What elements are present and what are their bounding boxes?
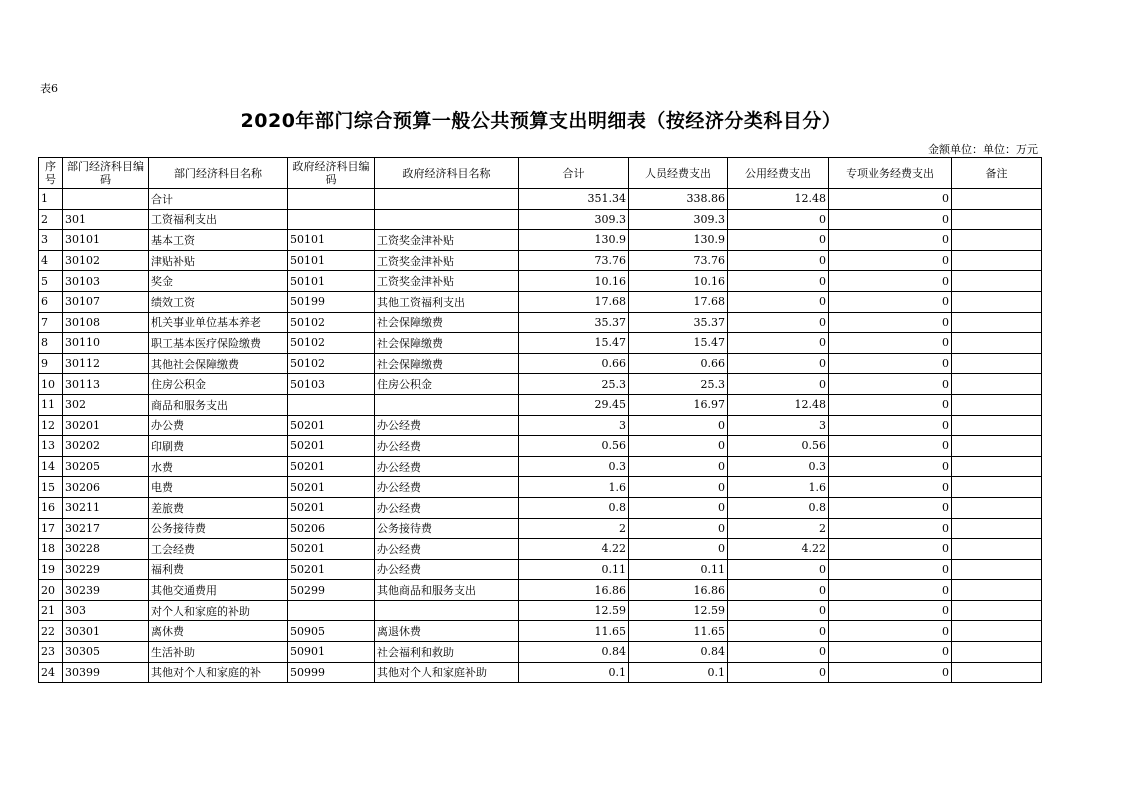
cell-total: 0.8 <box>519 497 629 518</box>
cell-special: 0 <box>829 436 952 457</box>
cell-seq: 8 <box>39 333 63 354</box>
cell-seq: 3 <box>39 230 63 251</box>
header-dept-name: 部门经济科目名称 <box>149 158 288 189</box>
cell-remark <box>952 230 1042 251</box>
cell-remark <box>952 600 1042 621</box>
cell-remark <box>952 209 1042 230</box>
cell-seq: 1 <box>39 189 63 210</box>
cell-special: 0 <box>829 271 952 292</box>
cell-gov-code: 50201 <box>288 477 375 498</box>
cell-public: 0.8 <box>728 497 829 518</box>
cell-dept-name: 其他交通费用 <box>149 580 288 601</box>
cell-special: 0 <box>829 333 952 354</box>
cell-public: 0.56 <box>728 436 829 457</box>
cell-gov-code: 50299 <box>288 580 375 601</box>
cell-special: 0 <box>829 353 952 374</box>
cell-remark <box>952 456 1042 477</box>
cell-public: 12.48 <box>728 394 829 415</box>
cell-gov-name: 办公经费 <box>375 559 519 580</box>
cell-seq: 21 <box>39 600 63 621</box>
cell-gov-code: 50101 <box>288 250 375 271</box>
cell-dept-name: 差旅费 <box>149 497 288 518</box>
cell-dept-name: 其他社会保障缴费 <box>149 353 288 374</box>
cell-personnel: 0 <box>629 497 728 518</box>
cell-special: 0 <box>829 600 952 621</box>
cell-dept-name: 工会经费 <box>149 539 288 560</box>
cell-dept-code: 302 <box>63 394 149 415</box>
cell-total: 2 <box>519 518 629 539</box>
cell-dept-name: 办公费 <box>149 415 288 436</box>
header-gov-name: 政府经济科目名称 <box>375 158 519 189</box>
cell-personnel: 0.11 <box>629 559 728 580</box>
cell-special: 0 <box>829 250 952 271</box>
cell-seq: 20 <box>39 580 63 601</box>
cell-remark <box>952 394 1042 415</box>
cell-gov-name: 办公经费 <box>375 497 519 518</box>
cell-public: 0 <box>728 209 829 230</box>
cell-public: 0 <box>728 642 829 663</box>
cell-dept-code: 30112 <box>63 353 149 374</box>
cell-total: 1.6 <box>519 477 629 498</box>
cell-seq: 22 <box>39 621 63 642</box>
cell-special: 0 <box>829 559 952 580</box>
cell-personnel: 0 <box>629 518 728 539</box>
cell-public: 0 <box>728 333 829 354</box>
table-row <box>39 436 1042 457</box>
cell-dept-code: 303 <box>63 600 149 621</box>
cell-remark <box>952 497 1042 518</box>
cell-dept-code: 30305 <box>63 642 149 663</box>
cell-special: 0 <box>829 642 952 663</box>
cell-gov-code: 50201 <box>288 436 375 457</box>
table-row <box>39 250 1042 271</box>
cell-gov-name: 办公经费 <box>375 539 519 560</box>
cell-dept-name: 水费 <box>149 456 288 477</box>
cell-special: 0 <box>829 312 952 333</box>
cell-seq: 24 <box>39 662 63 683</box>
table-row <box>39 312 1042 333</box>
cell-special: 0 <box>829 189 952 210</box>
cell-gov-code: 50199 <box>288 291 375 312</box>
cell-total: 35.37 <box>519 312 629 333</box>
cell-total: 16.86 <box>519 580 629 601</box>
cell-dept-name: 印刷费 <box>149 436 288 457</box>
cell-special: 0 <box>829 456 952 477</box>
cell-gov-name: 其他商品和服务支出 <box>375 580 519 601</box>
table-row <box>39 559 1042 580</box>
cell-gov-code: 50201 <box>288 497 375 518</box>
table-row <box>39 394 1042 415</box>
cell-special: 0 <box>829 497 952 518</box>
cell-public: 4.22 <box>728 539 829 560</box>
cell-dept-name: 福利费 <box>149 559 288 580</box>
cell-dept-name: 对个人和家庭的补助 <box>149 600 288 621</box>
header-seq: 序号 <box>39 158 63 189</box>
cell-gov-name: 办公经费 <box>375 456 519 477</box>
cell-gov-name: 社会福利和救助 <box>375 642 519 663</box>
cell-special: 0 <box>829 539 952 560</box>
cell-personnel: 0.84 <box>629 642 728 663</box>
table-row <box>39 271 1042 292</box>
cell-gov-code <box>288 394 375 415</box>
cell-gov-name <box>375 600 519 621</box>
cell-dept-name: 工资福利支出 <box>149 209 288 230</box>
cell-seq: 7 <box>39 312 63 333</box>
cell-public: 0 <box>728 621 829 642</box>
cell-dept-code <box>63 189 149 210</box>
cell-gov-name <box>375 394 519 415</box>
cell-public: 0.3 <box>728 456 829 477</box>
cell-remark <box>952 559 1042 580</box>
cell-remark <box>952 642 1042 663</box>
cell-gov-name: 工资奖金津补贴 <box>375 250 519 271</box>
cell-remark <box>952 415 1042 436</box>
cell-remark <box>952 662 1042 683</box>
cell-gov-name: 离退休费 <box>375 621 519 642</box>
cell-seq: 17 <box>39 518 63 539</box>
cell-seq: 19 <box>39 559 63 580</box>
cell-seq: 6 <box>39 291 63 312</box>
header-gov-code: 政府经济科目编码 <box>288 158 375 189</box>
cell-special: 0 <box>829 518 952 539</box>
cell-seq: 18 <box>39 539 63 560</box>
table-row <box>39 539 1042 560</box>
cell-remark <box>952 518 1042 539</box>
cell-total: 0.56 <box>519 436 629 457</box>
cell-personnel: 16.97 <box>629 394 728 415</box>
cell-total: 0.11 <box>519 559 629 580</box>
cell-dept-code: 30108 <box>63 312 149 333</box>
cell-special: 0 <box>829 394 952 415</box>
cell-personnel: 25.3 <box>629 374 728 395</box>
cell-gov-name: 社会保障缴费 <box>375 333 519 354</box>
cell-special: 0 <box>829 209 952 230</box>
cell-special: 0 <box>829 662 952 683</box>
cell-dept-code: 30229 <box>63 559 149 580</box>
cell-seq: 14 <box>39 456 63 477</box>
cell-total: 309.3 <box>519 209 629 230</box>
cell-dept-name: 商品和服务支出 <box>149 394 288 415</box>
cell-total: 29.45 <box>519 394 629 415</box>
cell-gov-code: 50201 <box>288 456 375 477</box>
cell-public: 0 <box>728 250 829 271</box>
cell-total: 0.1 <box>519 662 629 683</box>
cell-seq: 10 <box>39 374 63 395</box>
table-body <box>39 189 1042 683</box>
cell-public: 2 <box>728 518 829 539</box>
cell-seq: 13 <box>39 436 63 457</box>
cell-gov-code: 50201 <box>288 415 375 436</box>
cell-remark <box>952 312 1042 333</box>
cell-personnel: 15.47 <box>629 333 728 354</box>
cell-dept-code: 30103 <box>63 271 149 292</box>
cell-public: 0 <box>728 353 829 374</box>
cell-total: 17.68 <box>519 291 629 312</box>
cell-total: 15.47 <box>519 333 629 354</box>
cell-remark <box>952 291 1042 312</box>
cell-gov-code <box>288 600 375 621</box>
table-row <box>39 333 1042 354</box>
table-row <box>39 456 1042 477</box>
table-row <box>39 291 1042 312</box>
cell-personnel: 0.66 <box>629 353 728 374</box>
header-total: 合计 <box>519 158 629 189</box>
cell-dept-code: 30211 <box>63 497 149 518</box>
cell-seq: 2 <box>39 209 63 230</box>
cell-remark <box>952 189 1042 210</box>
header-personnel: 人员经费支出 <box>629 158 728 189</box>
cell-dept-code: 30217 <box>63 518 149 539</box>
cell-remark <box>952 374 1042 395</box>
cell-personnel: 0 <box>629 436 728 457</box>
cell-seq: 12 <box>39 415 63 436</box>
cell-gov-code: 50905 <box>288 621 375 642</box>
cell-total: 25.3 <box>519 374 629 395</box>
cell-seq: 23 <box>39 642 63 663</box>
cell-dept-name: 津贴补贴 <box>149 250 288 271</box>
cell-seq: 16 <box>39 497 63 518</box>
table-row <box>39 415 1042 436</box>
table-row <box>39 518 1042 539</box>
cell-gov-name: 社会保障缴费 <box>375 353 519 374</box>
cell-dept-code: 30201 <box>63 415 149 436</box>
cell-special: 0 <box>829 580 952 601</box>
table-row <box>39 642 1042 663</box>
cell-gov-code: 50201 <box>288 559 375 580</box>
unit-label: 金额单位：单位：万元 <box>928 143 1038 156</box>
cell-dept-name: 其他对个人和家庭的补 <box>149 662 288 683</box>
cell-remark <box>952 477 1042 498</box>
header-public: 公用经费支出 <box>728 158 829 189</box>
cell-gov-name: 办公经费 <box>375 436 519 457</box>
cell-gov-name <box>375 189 519 210</box>
cell-personnel: 309.3 <box>629 209 728 230</box>
cell-public: 3 <box>728 415 829 436</box>
cell-public: 0 <box>728 312 829 333</box>
table-row <box>39 497 1042 518</box>
cell-public: 0 <box>728 600 829 621</box>
cell-total: 12.59 <box>519 600 629 621</box>
table-row <box>39 477 1042 498</box>
header-special: 专项业务经费支出 <box>829 158 952 189</box>
table-row <box>39 662 1042 683</box>
cell-gov-code: 50102 <box>288 312 375 333</box>
cell-total: 130.9 <box>519 230 629 251</box>
cell-dept-code: 30102 <box>63 250 149 271</box>
table-row <box>39 209 1042 230</box>
cell-gov-code <box>288 189 375 210</box>
cell-special: 0 <box>829 230 952 251</box>
cell-special: 0 <box>829 415 952 436</box>
cell-gov-name: 工资奖金津补贴 <box>375 271 519 292</box>
cell-total: 351.34 <box>519 189 629 210</box>
cell-public: 0 <box>728 271 829 292</box>
cell-gov-name: 办公经费 <box>375 415 519 436</box>
cell-dept-code: 30399 <box>63 662 149 683</box>
cell-remark <box>952 271 1042 292</box>
cell-dept-code: 30110 <box>63 333 149 354</box>
cell-gov-code: 50999 <box>288 662 375 683</box>
cell-remark <box>952 539 1042 560</box>
cell-special: 0 <box>829 374 952 395</box>
cell-total: 4.22 <box>519 539 629 560</box>
cell-public: 0 <box>728 580 829 601</box>
cell-remark <box>952 250 1042 271</box>
cell-dept-name: 生活补助 <box>149 642 288 663</box>
cell-dept-code: 30205 <box>63 456 149 477</box>
cell-public: 12.48 <box>728 189 829 210</box>
cell-gov-code <box>288 209 375 230</box>
cell-remark <box>952 353 1042 374</box>
cell-personnel: 130.9 <box>629 230 728 251</box>
cell-remark <box>952 333 1042 354</box>
cell-personnel: 35.37 <box>629 312 728 333</box>
cell-dept-code: 30239 <box>63 580 149 601</box>
cell-dept-name: 公务接待费 <box>149 518 288 539</box>
cell-seq: 5 <box>39 271 63 292</box>
cell-dept-name: 基本工资 <box>149 230 288 251</box>
cell-seq: 9 <box>39 353 63 374</box>
cell-dept-code: 30206 <box>63 477 149 498</box>
cell-gov-name: 公务接待费 <box>375 518 519 539</box>
cell-dept-code: 301 <box>63 209 149 230</box>
cell-public: 0 <box>728 374 829 395</box>
cell-gov-code: 50101 <box>288 230 375 251</box>
cell-dept-name: 住房公积金 <box>149 374 288 395</box>
cell-gov-code: 50201 <box>288 539 375 560</box>
cell-personnel: 0 <box>629 477 728 498</box>
cell-total: 0.66 <box>519 353 629 374</box>
cell-dept-name: 绩效工资 <box>149 291 288 312</box>
table-row <box>39 580 1042 601</box>
cell-remark <box>952 621 1042 642</box>
table-label: 表6 <box>40 82 58 95</box>
header-remark: 备注 <box>952 158 1042 189</box>
header-dept-code: 部门经济科目编码 <box>63 158 149 189</box>
cell-gov-name: 社会保障缴费 <box>375 312 519 333</box>
expenditure-table <box>38 157 1042 683</box>
cell-total: 10.16 <box>519 271 629 292</box>
cell-gov-name <box>375 209 519 230</box>
cell-gov-name: 工资奖金津补贴 <box>375 230 519 251</box>
cell-total: 11.65 <box>519 621 629 642</box>
cell-gov-code: 50103 <box>288 374 375 395</box>
cell-gov-code: 50101 <box>288 271 375 292</box>
cell-personnel: 0 <box>629 539 728 560</box>
table-row <box>39 621 1042 642</box>
cell-seq: 4 <box>39 250 63 271</box>
cell-gov-code: 50102 <box>288 353 375 374</box>
cell-personnel: 10.16 <box>629 271 728 292</box>
cell-public: 0 <box>728 662 829 683</box>
cell-dept-code: 30107 <box>63 291 149 312</box>
cell-dept-code: 30202 <box>63 436 149 457</box>
table-row <box>39 374 1042 395</box>
cell-dept-name: 奖金 <box>149 271 288 292</box>
cell-dept-code: 30301 <box>63 621 149 642</box>
cell-personnel: 0 <box>629 415 728 436</box>
cell-gov-code: 50102 <box>288 333 375 354</box>
cell-public: 1.6 <box>728 477 829 498</box>
cell-gov-name: 住房公积金 <box>375 374 519 395</box>
cell-public: 0 <box>728 559 829 580</box>
table-row <box>39 189 1042 210</box>
cell-dept-name: 合计 <box>149 189 288 210</box>
cell-total: 73.76 <box>519 250 629 271</box>
cell-personnel: 12.59 <box>629 600 728 621</box>
cell-gov-name: 其他对个人和家庭补助 <box>375 662 519 683</box>
cell-personnel: 11.65 <box>629 621 728 642</box>
cell-dept-name: 职工基本医疗保险缴费 <box>149 333 288 354</box>
header-row <box>39 158 1042 189</box>
cell-dept-name: 离休费 <box>149 621 288 642</box>
cell-dept-code: 30228 <box>63 539 149 560</box>
cell-personnel: 0.1 <box>629 662 728 683</box>
cell-dept-name: 电费 <box>149 477 288 498</box>
cell-total: 3 <box>519 415 629 436</box>
cell-dept-name: 机关事业单位基本养老 <box>149 312 288 333</box>
cell-dept-code: 30101 <box>63 230 149 251</box>
page-title: 2020年部门综合预算一般公共预算支出明细表（按经济分类科目分） <box>240 110 842 132</box>
cell-personnel: 16.86 <box>629 580 728 601</box>
cell-remark <box>952 580 1042 601</box>
cell-public: 0 <box>728 291 829 312</box>
cell-seq: 15 <box>39 477 63 498</box>
cell-remark <box>952 436 1042 457</box>
cell-personnel: 73.76 <box>629 250 728 271</box>
cell-special: 0 <box>829 621 952 642</box>
cell-total: 0.3 <box>519 456 629 477</box>
cell-dept-code: 30113 <box>63 374 149 395</box>
cell-special: 0 <box>829 477 952 498</box>
cell-personnel: 0 <box>629 456 728 477</box>
cell-gov-name: 办公经费 <box>375 477 519 498</box>
cell-special: 0 <box>829 291 952 312</box>
cell-gov-code: 50901 <box>288 642 375 663</box>
table-row <box>39 353 1042 374</box>
cell-seq: 11 <box>39 394 63 415</box>
cell-personnel: 17.68 <box>629 291 728 312</box>
cell-total: 0.84 <box>519 642 629 663</box>
cell-personnel: 338.86 <box>629 189 728 210</box>
table-row <box>39 600 1042 621</box>
cell-gov-code: 50206 <box>288 518 375 539</box>
cell-public: 0 <box>728 230 829 251</box>
cell-gov-name: 其他工资福利支出 <box>375 291 519 312</box>
table-row <box>39 230 1042 251</box>
